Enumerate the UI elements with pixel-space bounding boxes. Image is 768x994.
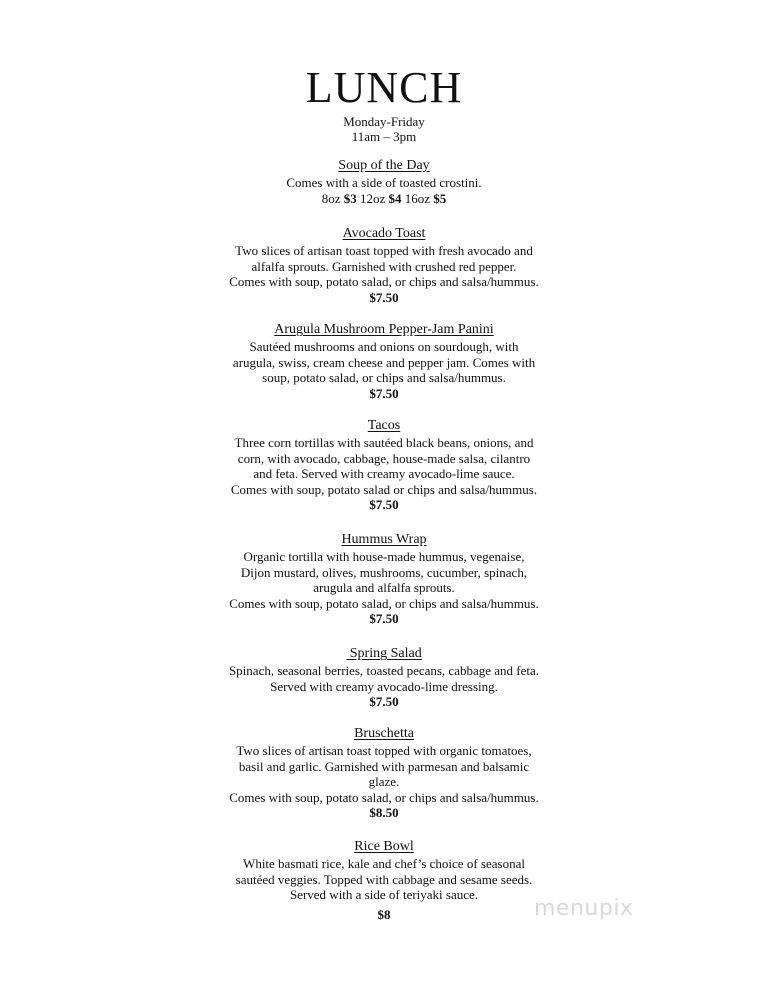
service-days: Monday-Friday [343, 114, 425, 129]
menu-item-description-line: Served with creamy avocado-lime dressing. [270, 678, 498, 694]
menu-item-description-line: arugula and alfalfa sprouts. [313, 580, 455, 596]
soup-sizes [0, 191, 768, 207]
menu-item-avocado-toast [0, 226, 768, 305]
menu-item-soup [0, 158, 768, 206]
menu-item-name: Tacos [367, 418, 401, 433]
soup-price: $3 [343, 190, 357, 206]
menu-item-price: $7.50 [369, 694, 399, 710]
menu-item-description-line: Served with a side of teriyaki sauce. [289, 887, 479, 903]
menu-item-hummus-wrap [0, 532, 768, 627]
menu-item-description-line: corn, with avocado, cabbage, house-made salsa, cilantro [237, 450, 531, 466]
menu-item-description-line: Three corn tortillas with sautéed black beans, onions, and [234, 435, 534, 450]
menu-item-name: Avocado Toast [342, 226, 426, 241]
menu-item-rice-bowl [0, 839, 768, 922]
menu-item-price: $7.50 [369, 385, 399, 401]
menu-item-description-line: Two slices of artisan toast topped with fresh avocado and [235, 243, 533, 258]
menu-item-bruschetta [0, 726, 768, 821]
menu-item-arugula-panini [0, 322, 768, 401]
soup-price: $4 [388, 190, 402, 206]
service-hours: 11am – 3pm [351, 129, 417, 144]
menu-item-description-line: arugula, swiss, cream cheese and pepper jam. Comes with [232, 354, 536, 370]
menu-item-description-line: Comes with soup, potato salad, or chips and salsa/hummus. [229, 274, 539, 290]
menu-item-price: $7.50 [369, 611, 399, 627]
menu-item-description-line: Spinach, seasonal berries, toasted pecans, cabbage and feta. [228, 663, 540, 678]
menu-item-name: Bruschetta [354, 726, 414, 741]
menu-item-description-line: basil and garlic. Garnished with parmesan and balsamic [238, 758, 530, 774]
menu-item-description-line: White basmati rice, kale and chef’s choice of seasonal [243, 856, 525, 871]
menu-item-price: $7.50 [369, 497, 399, 513]
menu-item-description-line: Comes with soup, potato salad or chips and salsa/hummus. [230, 481, 538, 497]
soup-size: 16oz [404, 190, 431, 206]
menu-item-name: Soup of the Day [338, 158, 430, 173]
menupix-watermark: menupix [534, 896, 634, 921]
menu-item-description-line: glaze. [368, 774, 400, 790]
menu-item-description-line: alfalfa sprouts. Garnished with crushed red pepper. [251, 258, 517, 274]
menu-item-description-line: Dijon mustard, olives, mushrooms, cucumber, spinach, [240, 564, 528, 580]
menu-item-price: $8 [377, 906, 391, 922]
soup-size: 8oz [321, 190, 341, 206]
menu-item-price: $7.50 [369, 289, 399, 305]
menu-item-description-line: Sautéed mushrooms and onions on sourdough, with [249, 339, 519, 354]
soup-price: $5 [433, 190, 447, 206]
menu-item-description: Comes with a side of toasted crostini. [286, 175, 482, 190]
menu-item-name: Spring Salad [346, 646, 422, 661]
menu-item-spring-salad [0, 646, 768, 710]
menu-item-description-line: sautéed veggies. Topped with cabbage and sesame seeds. [235, 871, 533, 887]
menu-item-description-line: soup, potato salad, or chips and salsa/hummus. [262, 370, 506, 386]
menu-item-name: Arugula Mushroom Pepper-Jam Panini [274, 322, 494, 337]
menu-item-price: $8.50 [369, 805, 399, 821]
menu-item-name: Rice Bowl [354, 839, 414, 854]
menu-item-name: Hummus Wrap [341, 532, 427, 547]
menu-item-description-line: Organic tortilla with house-made hummus, vegenaise, [243, 549, 525, 564]
menu-item-description-line: and feta. Served with creamy avocado-lime sauce. [253, 466, 515, 482]
menu-title: LUNCH [305, 63, 463, 112]
menu-item-tacos [0, 418, 768, 513]
menu-item-description-line: Two slices of artisan toast topped with organic tomatoes, [236, 743, 532, 758]
menu-item-description-line: Comes with soup, potato salad, or chips and salsa/hummus. [229, 595, 539, 611]
soup-size: 12oz [359, 190, 386, 206]
menu-item-description-line: Comes with soup, potato salad, or chips and salsa/hummus. [229, 789, 539, 805]
